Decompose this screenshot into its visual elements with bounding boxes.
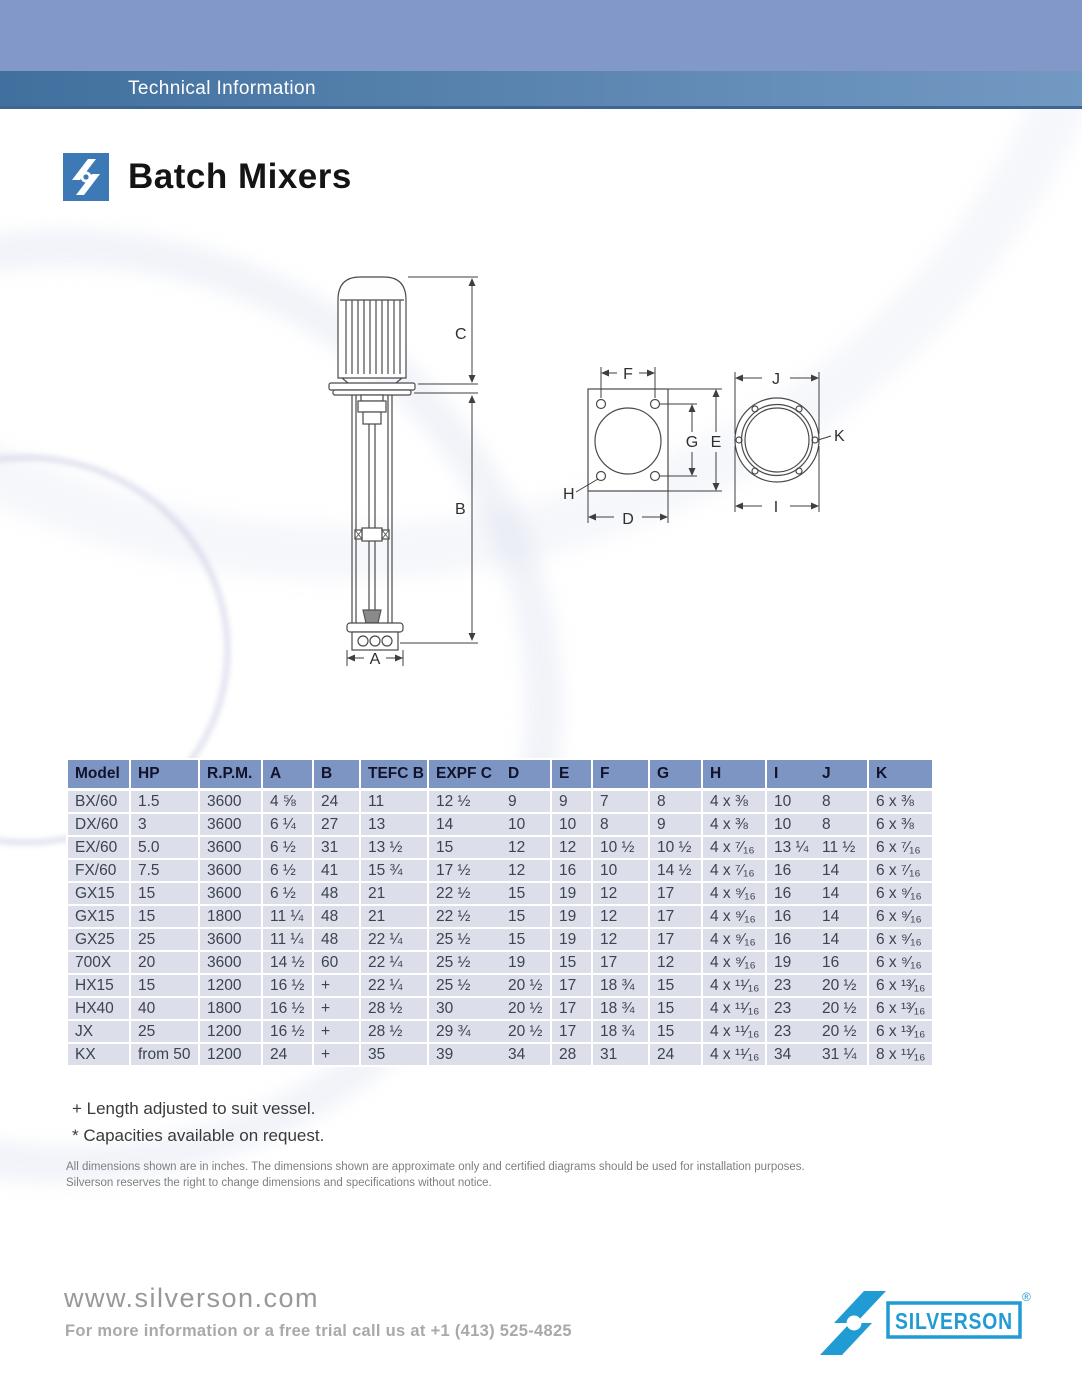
table-cell: GX15 xyxy=(67,882,130,905)
dim-label-d: D xyxy=(622,511,634,528)
column-header-expf-c: EXPF C xyxy=(428,759,501,790)
table-cell: 10 ½ xyxy=(649,836,702,859)
page-title-row xyxy=(63,153,352,201)
table-cell: 1200 xyxy=(199,974,262,997)
table-cell: 41 xyxy=(313,859,360,882)
table-cell: 6 x ⅜ xyxy=(868,813,933,836)
table-cell: 20 ½ xyxy=(815,974,868,997)
table-row xyxy=(67,813,933,836)
registered-mark: ® xyxy=(1022,1290,1031,1304)
note-capacities: * Capacities available on request. xyxy=(72,1126,325,1145)
table-cell: 34 xyxy=(501,1043,551,1066)
table-cell: 20 ½ xyxy=(501,974,551,997)
table-cell: 25 xyxy=(130,1020,199,1043)
table-cell: 48 xyxy=(313,882,360,905)
table-cell: 7.5 xyxy=(130,859,199,882)
table-cell: 4 x ⁷⁄₁₆ xyxy=(702,836,766,859)
table-cell: 4 x ⁹⁄₁₆ xyxy=(702,905,766,928)
table-cell: 31 xyxy=(592,1043,649,1066)
table-row xyxy=(67,997,933,1020)
table-cell: 48 xyxy=(313,928,360,951)
table-cell: 1.5 xyxy=(130,790,199,814)
table-cell: 4 x ¹¹⁄₁₆ xyxy=(702,1020,766,1043)
column-header-a: A xyxy=(262,759,313,790)
table-header-row xyxy=(67,759,933,790)
table-cell: 11 ¼ xyxy=(262,928,313,951)
table-cell: 30 xyxy=(428,997,501,1020)
table-cell: 22 ½ xyxy=(428,905,501,928)
table-cell: 17 xyxy=(551,1020,592,1043)
table-cell: 6 x ⁷⁄₁₆ xyxy=(868,859,933,882)
table-cell: 19 xyxy=(766,951,815,974)
table-cell: + xyxy=(313,1020,360,1043)
table-cell: 19 xyxy=(551,928,592,951)
table-cell: 15 xyxy=(428,836,501,859)
banner-title: Technical Information xyxy=(128,78,316,99)
column-header-j: J xyxy=(815,759,868,790)
table-cell: 6 x ⁹⁄₁₆ xyxy=(868,905,933,928)
mixer-dimension-diagram xyxy=(300,262,880,692)
dim-label-c: C xyxy=(455,326,467,343)
dim-label-e: E xyxy=(710,434,722,451)
table-cell: 22 ½ xyxy=(428,882,501,905)
column-header-e: E xyxy=(551,759,592,790)
table-cell: 8 xyxy=(815,790,868,814)
table-cell: 8 xyxy=(649,790,702,814)
table-cell: 10 ½ xyxy=(592,836,649,859)
table-cell: 3600 xyxy=(199,836,262,859)
table-cell: 4 x ⁷⁄₁₆ xyxy=(702,859,766,882)
table-cell: 6 ¼ xyxy=(262,813,313,836)
table-row xyxy=(67,1020,933,1043)
table-row xyxy=(67,790,933,814)
table-cell: 12 xyxy=(592,882,649,905)
table-cell: 12 xyxy=(551,836,592,859)
table-cell: 12 xyxy=(649,951,702,974)
table-cell: 3 xyxy=(130,813,199,836)
table-cell: 3600 xyxy=(199,813,262,836)
column-header-i: I xyxy=(766,759,815,790)
table-cell: 4 x ¹¹⁄₁₆ xyxy=(702,1043,766,1066)
table-cell: 3600 xyxy=(199,859,262,882)
table-cell: 1200 xyxy=(199,1020,262,1043)
column-header-b: B xyxy=(313,759,360,790)
table-cell: 18 ¾ xyxy=(592,1020,649,1043)
table-cell: 16 xyxy=(815,951,868,974)
table-cell: 15 xyxy=(501,882,551,905)
table-cell: 11 xyxy=(360,790,428,814)
table-cell: JX xyxy=(67,1020,130,1043)
table-cell: 39 xyxy=(428,1043,501,1066)
table-cell: 15 ¾ xyxy=(360,859,428,882)
table-cell: FX/60 xyxy=(67,859,130,882)
table-cell: 25 ½ xyxy=(428,928,501,951)
table-cell: 17 xyxy=(649,882,702,905)
table-cell: 15 xyxy=(130,882,199,905)
table-cell: 6 x ⁹⁄₁₆ xyxy=(868,882,933,905)
table-cell: GX25 xyxy=(67,928,130,951)
table-cell: 3600 xyxy=(199,928,262,951)
table-cell: HX40 xyxy=(67,997,130,1020)
table-cell: 9 xyxy=(501,790,551,814)
table-cell: 16 xyxy=(766,928,815,951)
column-header-h: H xyxy=(702,759,766,790)
table-cell: 34 xyxy=(766,1043,815,1066)
table-cell: 22 ¼ xyxy=(360,951,428,974)
silverson-s-icon xyxy=(63,153,109,201)
table-cell: 6 x ¹³⁄₁₆ xyxy=(868,997,933,1020)
table-cell: + xyxy=(313,974,360,997)
table-cell: 31 ¼ xyxy=(815,1043,868,1066)
table-cell: 11 ¼ xyxy=(262,905,313,928)
table-cell: 4 x ⁹⁄₁₆ xyxy=(702,882,766,905)
table-cell: 7 xyxy=(592,790,649,814)
table-cell: 16 xyxy=(766,882,815,905)
table-row xyxy=(67,928,933,951)
table-cell: + xyxy=(313,997,360,1020)
table-cell: 18 ¾ xyxy=(592,974,649,997)
table-cell: 6 x ⁷⁄₁₆ xyxy=(868,836,933,859)
dim-label-i: I xyxy=(773,499,779,516)
table-cell: 16 ½ xyxy=(262,997,313,1020)
column-header-tefc-b: TEFC B xyxy=(360,759,428,790)
table-cell: 12 ½ xyxy=(428,790,501,814)
table-cell: 28 ½ xyxy=(360,1020,428,1043)
section-banner xyxy=(0,71,1082,109)
table-cell: 24 xyxy=(262,1043,313,1066)
table-cell: 15 xyxy=(649,974,702,997)
column-header-r-p-m-: R.P.M. xyxy=(199,759,262,790)
table-cell: 15 xyxy=(649,1020,702,1043)
table-cell: 60 xyxy=(313,951,360,974)
table-cell: 17 xyxy=(649,928,702,951)
disclaimer-line-2: Silverson reserves the right to change dimensions and specifications without notice. xyxy=(66,1177,492,1189)
table-cell: 16 xyxy=(766,905,815,928)
table-cell: 21 xyxy=(360,905,428,928)
table-cell: 12 xyxy=(592,905,649,928)
table-cell: 14 xyxy=(815,859,868,882)
table-cell: 6 ½ xyxy=(262,882,313,905)
table-cell: 16 xyxy=(766,859,815,882)
table-cell: 6 ½ xyxy=(262,836,313,859)
table-cell: 25 ½ xyxy=(428,951,501,974)
table-cell: 8 xyxy=(592,813,649,836)
table-cell: 4 x ⅜ xyxy=(702,813,766,836)
table-row xyxy=(67,905,933,928)
table-cell: 14 xyxy=(815,905,868,928)
table-cell: 4 x ¹¹⁄₁₆ xyxy=(702,974,766,997)
table-cell: 10 xyxy=(501,813,551,836)
dim-label-j: J xyxy=(772,371,780,388)
table-cell: 6 x ⅜ xyxy=(868,790,933,814)
logo-s-dot xyxy=(847,1316,862,1331)
table-cell: 4 x ¹¹⁄₁₆ xyxy=(702,997,766,1020)
table-cell: from 50 xyxy=(130,1043,199,1066)
table-row xyxy=(67,974,933,997)
table-cell: 29 ¾ xyxy=(428,1020,501,1043)
table-cell: 10 xyxy=(766,813,815,836)
table-cell: 20 ½ xyxy=(501,997,551,1020)
table-cell: 16 ½ xyxy=(262,974,313,997)
table-cell: 3600 xyxy=(199,951,262,974)
table-cell: 25 ½ xyxy=(428,974,501,997)
table-cell: EX/60 xyxy=(67,836,130,859)
dimensions-table-wrapper xyxy=(66,758,934,1067)
column-header-model: Model xyxy=(67,759,130,790)
table-row xyxy=(67,859,933,882)
table-cell: 14 xyxy=(428,813,501,836)
table-cell: 8 x ¹¹⁄₁₆ xyxy=(868,1043,933,1066)
table-cell: 15 xyxy=(649,997,702,1020)
table-cell: GX15 xyxy=(67,905,130,928)
column-header-k: K xyxy=(868,759,933,790)
column-header-hp: HP xyxy=(130,759,199,790)
table-cell: 4 ⅝ xyxy=(262,790,313,814)
table-cell: 1800 xyxy=(199,997,262,1020)
table-cell: 15 xyxy=(551,951,592,974)
table-cell: 28 ½ xyxy=(360,997,428,1020)
table-cell: 21 xyxy=(360,882,428,905)
table-cell: 13 ½ xyxy=(360,836,428,859)
logo-s-upper-blade xyxy=(834,1291,886,1323)
table-cell: 14 ½ xyxy=(262,951,313,974)
table-cell: 20 xyxy=(130,951,199,974)
table-cell: 17 xyxy=(551,974,592,997)
table-cell: BX/60 xyxy=(67,790,130,814)
table-row xyxy=(67,836,933,859)
dim-label-h: H xyxy=(563,486,575,503)
table-cell: 19 xyxy=(501,951,551,974)
table-cell: 3600 xyxy=(199,790,262,814)
table-cell: 12 xyxy=(592,928,649,951)
table-cell: 17 xyxy=(649,905,702,928)
table-cell: 6 x ⁹⁄₁₆ xyxy=(868,928,933,951)
table-cell: 20 ½ xyxy=(501,1020,551,1043)
table-cell: 14 ½ xyxy=(649,859,702,882)
table-cell: 11 ½ xyxy=(815,836,868,859)
table-cell: KX xyxy=(67,1043,130,1066)
table-cell: 15 xyxy=(130,974,199,997)
table-cell: 9 xyxy=(649,813,702,836)
silverson-logo xyxy=(820,1283,1035,1363)
table-cell: 4 x ⁹⁄₁₆ xyxy=(702,951,766,974)
dim-label-k: K xyxy=(834,428,845,445)
table-cell: 700X xyxy=(67,951,130,974)
table-cell: 10 xyxy=(766,790,815,814)
table-cell: 16 ½ xyxy=(262,1020,313,1043)
table-cell: 3600 xyxy=(199,882,262,905)
dim-label-f: F xyxy=(623,366,633,383)
table-cell: 9 xyxy=(551,790,592,814)
disclaimer-line-1: All dimensions shown are in inches. The dimensions shown are approximate only and certified diagrams should be used for installation purposes. xyxy=(66,1161,805,1173)
table-cell: HX15 xyxy=(67,974,130,997)
table-row xyxy=(67,951,933,974)
table-cell: 16 xyxy=(551,859,592,882)
table-cell: 1800 xyxy=(199,905,262,928)
table-cell: 10 xyxy=(592,859,649,882)
table-cell: 6 x ⁹⁄₁₆ xyxy=(868,951,933,974)
table-cell: 19 xyxy=(551,882,592,905)
dimensions-table xyxy=(66,758,934,1067)
table-cell: 15 xyxy=(501,928,551,951)
table-cell: 6 x ¹³⁄₁₆ xyxy=(868,1020,933,1043)
table-cell: 4 x ⁹⁄₁₆ xyxy=(702,928,766,951)
table-cell: 22 ¼ xyxy=(360,974,428,997)
note-length: + Length adjusted to suit vessel. xyxy=(72,1099,316,1118)
column-header-g: G xyxy=(649,759,702,790)
table-cell: 12 xyxy=(501,836,551,859)
disclaimer xyxy=(66,1159,826,1191)
table-row xyxy=(67,1043,933,1066)
table-cell: 48 xyxy=(313,905,360,928)
table-cell: 6 ½ xyxy=(262,859,313,882)
table-cell: 20 ½ xyxy=(815,997,868,1020)
table-cell: 24 xyxy=(313,790,360,814)
table-cell: 31 xyxy=(313,836,360,859)
column-header-f: F xyxy=(592,759,649,790)
table-cell: 13 ¼ xyxy=(766,836,815,859)
table-cell: DX/60 xyxy=(67,813,130,836)
table-cell: 18 ¾ xyxy=(592,997,649,1020)
table-cell: 10 xyxy=(551,813,592,836)
table-cell: 28 xyxy=(551,1043,592,1066)
table-cell: 6 x ¹³⁄₁₆ xyxy=(868,974,933,997)
page-title: Batch Mixers xyxy=(128,157,352,196)
table-cell: 12 xyxy=(501,859,551,882)
table-cell: 15 xyxy=(501,905,551,928)
table-cell: 40 xyxy=(130,997,199,1020)
table-cell: 27 xyxy=(313,813,360,836)
table-cell: 4 x ⅜ xyxy=(702,790,766,814)
top-color-band xyxy=(0,0,1082,71)
contact-text: For more information or a free trial call us at +1 (413) 525-4825 xyxy=(65,1322,572,1340)
table-cell: 20 ½ xyxy=(815,1020,868,1043)
logo-wordmark: SILVERSON xyxy=(895,1308,1013,1334)
logo-s-lower-blade xyxy=(820,1323,872,1355)
table-cell: 17 xyxy=(592,951,649,974)
table-cell: 23 xyxy=(766,997,815,1020)
dim-label-a: A xyxy=(369,651,381,668)
column-header-d: D xyxy=(501,759,551,790)
table-cell: 15 xyxy=(130,905,199,928)
table-cell: 23 xyxy=(766,1020,815,1043)
table-cell: 5.0 xyxy=(130,836,199,859)
table-row xyxy=(67,882,933,905)
table-cell: 1200 xyxy=(199,1043,262,1066)
table-cell: 19 xyxy=(551,905,592,928)
table-cell: 13 xyxy=(360,813,428,836)
table-cell: 14 xyxy=(815,882,868,905)
table-cell: 17 xyxy=(551,997,592,1020)
table-cell: + xyxy=(313,1043,360,1066)
table-cell: 23 xyxy=(766,974,815,997)
table-cell: 8 xyxy=(815,813,868,836)
dim-label-g: G xyxy=(685,434,699,451)
table-cell: 25 xyxy=(130,928,199,951)
table-cell: 35 xyxy=(360,1043,428,1066)
dim-label-b: B xyxy=(455,501,466,518)
website-text: www.silverson.com xyxy=(64,1283,320,1313)
table-cell: 14 xyxy=(815,928,868,951)
table-cell: 17 ½ xyxy=(428,859,501,882)
table-cell: 24 xyxy=(649,1043,702,1066)
table-cell: 22 ¼ xyxy=(360,928,428,951)
